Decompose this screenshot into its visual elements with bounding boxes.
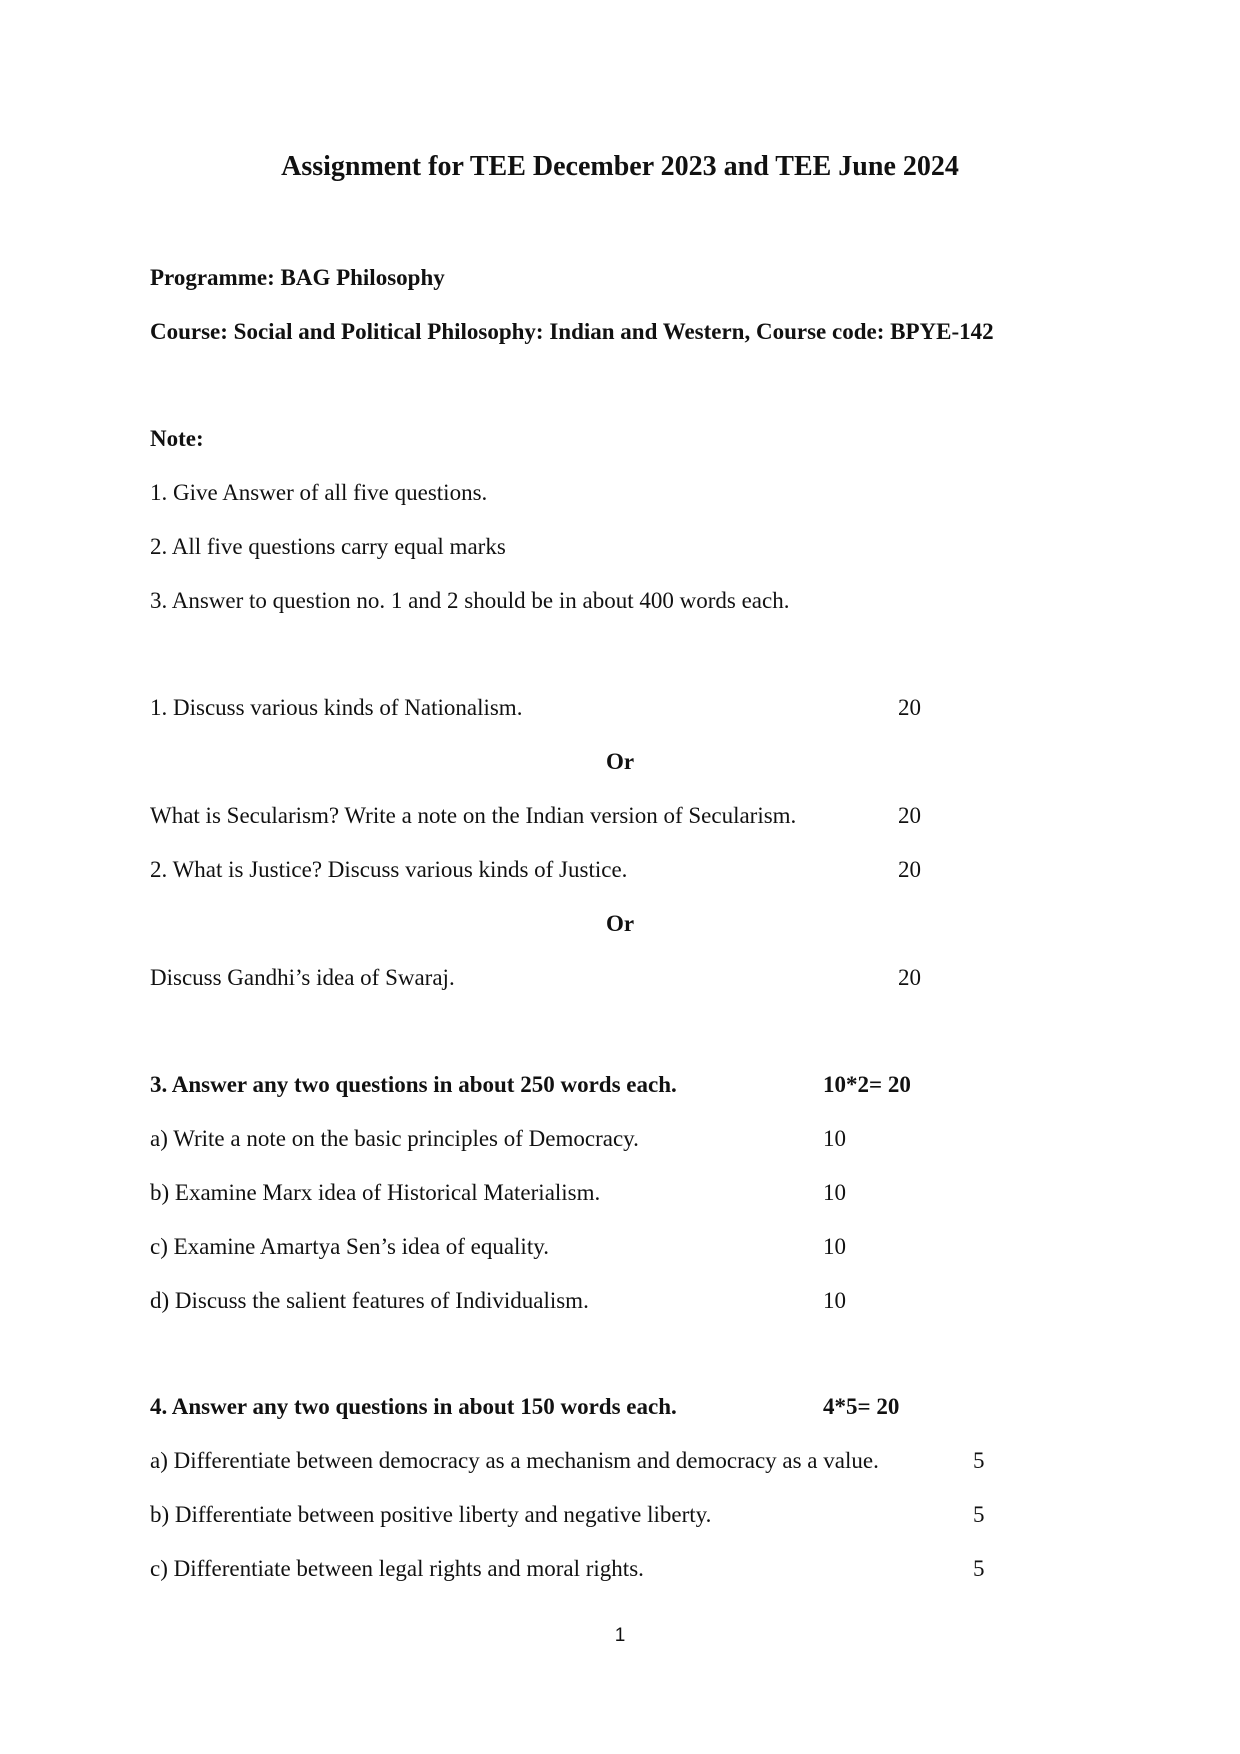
question-3-item: c) Examine Amartya Sen’s idea of equality. [150, 1234, 549, 1259]
question-4-item-marks: 5 [973, 1448, 985, 1473]
page-title: Assignment for TEE December 2023 and TEE June 2024 [281, 151, 959, 182]
note-item: 3. Answer to question no. 1 and 2 should be in about 400 words each. [150, 588, 790, 613]
note-heading: Note: [150, 426, 204, 451]
question-3-item-marks: 10 [823, 1288, 846, 1313]
question-3-item: d) Discuss the salient features of Individualism. [150, 1288, 589, 1313]
note-item: 2. All five questions carry equal marks [150, 534, 506, 559]
question-3-item-marks: 10 [823, 1234, 846, 1259]
question-1-text: 1. Discuss various kinds of Nationalism. [150, 695, 523, 720]
question-4-heading: 4. Answer any two questions in about 150 words each. [150, 1394, 677, 1419]
question-4-item-marks: 5 [973, 1556, 985, 1581]
question-3-item: a) Write a note on the basic principles of Democracy. [150, 1126, 639, 1151]
or-label: Or [605, 749, 635, 774]
programme-label: Programme: BAG Philosophy [150, 265, 445, 290]
question-4-item-marks: 5 [973, 1502, 985, 1527]
question-2-alt-marks: 20 [898, 965, 921, 990]
question-2-marks: 20 [898, 857, 921, 882]
page-number: 1 [614, 1625, 626, 1646]
question-1-alt-marks: 20 [898, 803, 921, 828]
question-1-alt-text: What is Secularism? Write a note on the Indian version of Secularism. [150, 803, 797, 828]
question-3-heading: 3. Answer any two questions in about 250 words each. [150, 1072, 677, 1097]
question-4-item: a) Differentiate between democracy as a mechanism and democracy as a value. [150, 1448, 879, 1473]
question-3-total: 10*2= 20 [823, 1072, 911, 1097]
or-label: Or [605, 911, 635, 936]
question-2-text: 2. What is Justice? Discuss various kinds of Justice. [150, 857, 628, 882]
question-3-item: b) Examine Marx idea of Historical Materialism. [150, 1180, 601, 1205]
question-4-item: b) Differentiate between positive liberty and negative liberty. [150, 1502, 712, 1527]
question-2-alt-text: Discuss Gandhi’s idea of Swaraj. [150, 965, 455, 990]
question-3-item-marks: 10 [823, 1126, 846, 1151]
question-3-item-marks: 10 [823, 1180, 846, 1205]
course-label: Course: Social and Political Philosophy: Indian and Western, Course code: BPYE-142 [150, 319, 994, 344]
note-item: 1. Give Answer of all five questions. [150, 480, 488, 505]
question-4-item: c) Differentiate between legal rights and moral rights. [150, 1556, 644, 1581]
question-4-total: 4*5= 20 [823, 1394, 900, 1419]
question-1-marks: 20 [898, 695, 921, 720]
